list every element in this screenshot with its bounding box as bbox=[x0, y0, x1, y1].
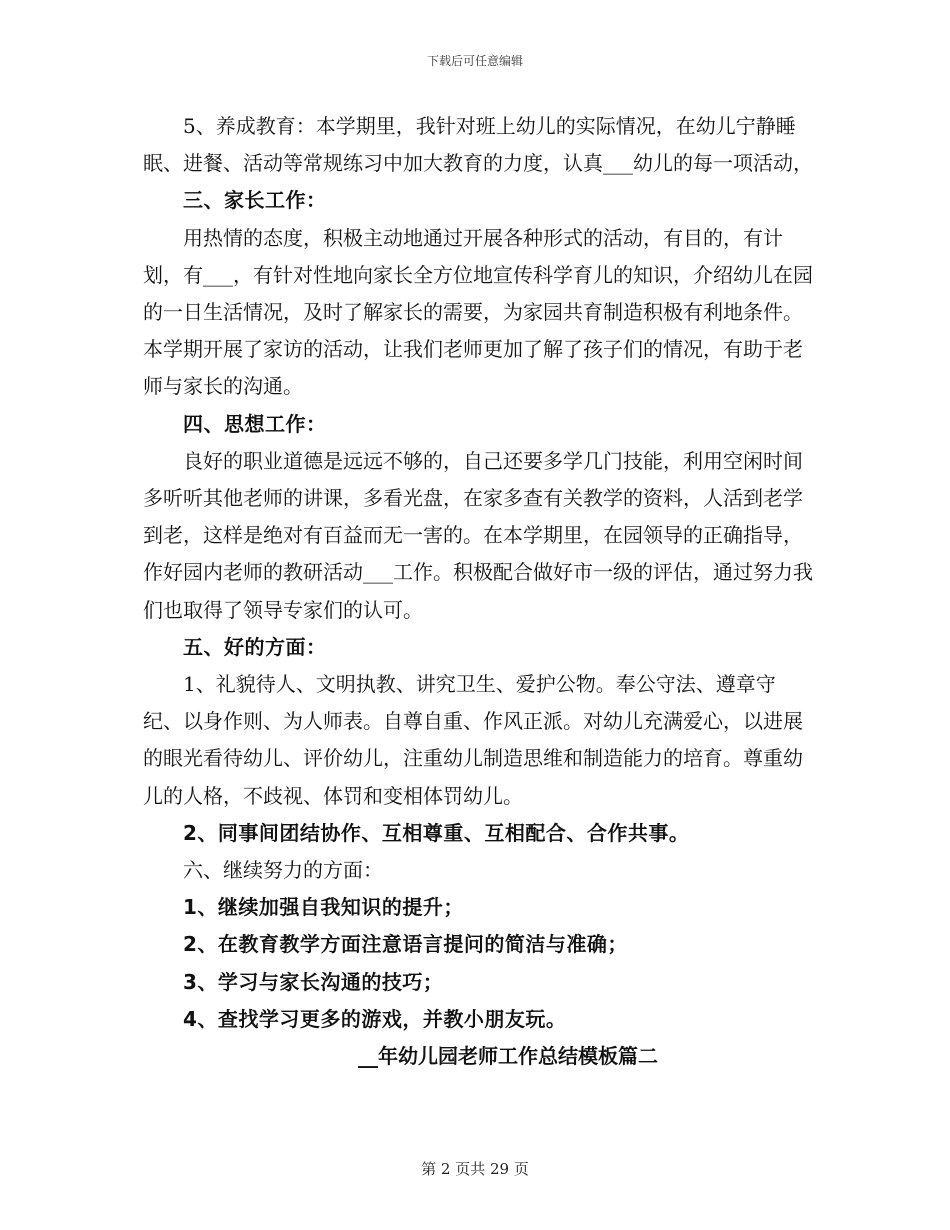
paragraph-strength-2: 2、同事间团结协作、互相尊重、互相配合、合作共事。 bbox=[183, 820, 690, 845]
list-item-improvement-4: 4、查找学习更多的游戏，并教小朋友玩。 bbox=[183, 1006, 567, 1031]
paragraph-strength-1: 1、礼貌待人、文明执教、讲究卫生、爱护公物。奉公守法、遵章守纪、以身作则、为人师表。自尊自重、作风正派。对幼儿充满爱心，以进展的眼光看待幼儿、评价幼儿，注重幼儿制造思维和制造能力的培育。尊重幼儿的人格，不歧视、体罚和变相体罚幼儿。 bbox=[143, 672, 803, 808]
page-header: 下载后可任意编辑 bbox=[426, 54, 523, 68]
paragraph-habit-education: 5、养成教育：本学期里，我针对班上幼儿的实际情况，在幼儿宁静睡眠、进餐、活动等常规练习中加大教育的力度，认真___幼儿的每一项活动， bbox=[143, 114, 813, 176]
list-item-improvement-1: 1、继续加强自我知识的提升； bbox=[183, 895, 464, 920]
document-body bbox=[143, 108, 813, 1075]
section-title: __年幼儿园老师工作总结模板篇二 bbox=[358, 1044, 658, 1069]
list-item-improvement-2: 2、在教育教学方面注意语言提问的简洁与准确； bbox=[183, 932, 628, 957]
page-footer: 第 2 页共 29 页 bbox=[421, 1160, 529, 1178]
list-item-improvement-3: 3、学习与家长沟通的技巧； bbox=[183, 969, 444, 994]
heading-parent-work: 三、家长工作： bbox=[183, 188, 327, 213]
heading-ideological-work: 四、思想工作： bbox=[183, 411, 327, 436]
paragraph-parent-work: 用热情的态度，积极主动地通过开展各种形式的活动，有目的，有计划，有___，有针对性地向家长全方位地宣传科学育儿的知识，介绍幼儿在园的一日生活情况，及时了解家长的需要，为家园共育制造积极有利地条件。本学期开展了家访的活动，让我们老师更加了解了孩子们的情况，有助于老师与家长的沟通。 bbox=[143, 225, 813, 399]
paragraph-ideological-work: 良好的职业道德是远远不够的，自己还要多学几门技能，利用空闲时间多听听其他老师的讲课，多看光盘，在家多查有关教学的资料，人活到老学到老，这样是绝对有百益而无一害的。在本学期里，在园领导的正确指导，作好园内老师的教研活动___工作。积极配合做好市一级的评估，通过努力我们也取得了领导专家们的认可。 bbox=[143, 448, 813, 622]
heading-strengths: 五、好的方面： bbox=[183, 634, 327, 659]
heading-improvements: 六、继续努力的方面： bbox=[183, 858, 383, 883]
